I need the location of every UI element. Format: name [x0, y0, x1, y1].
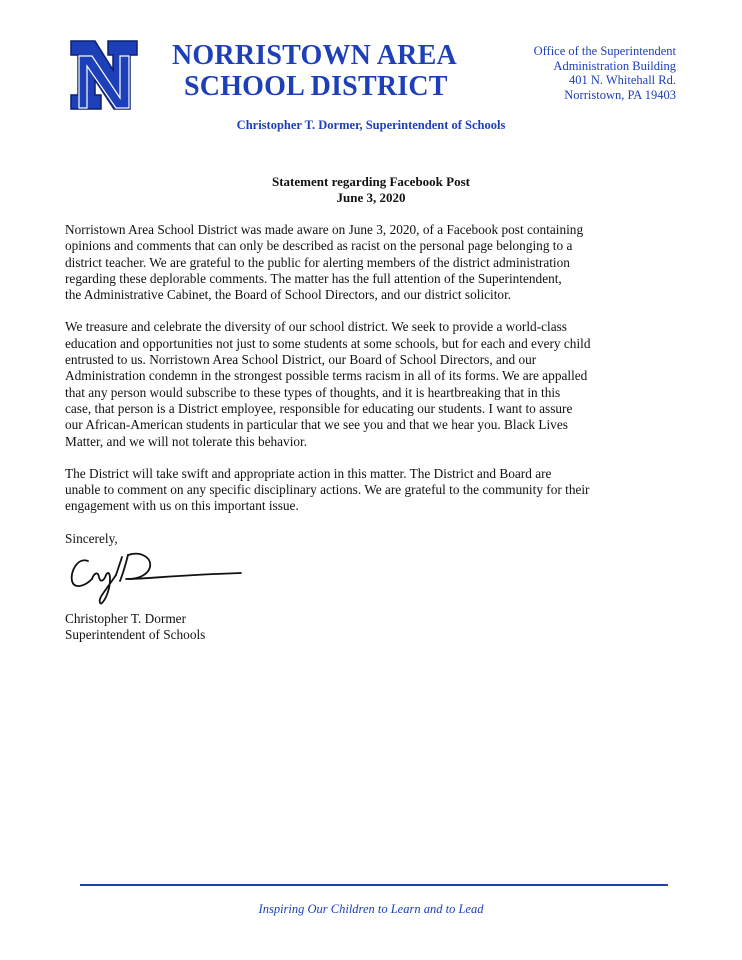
- district-name: [172, 40, 472, 102]
- signature-block: [65, 611, 205, 644]
- office-line: 401 N. Whitehall Rd.: [568, 73, 676, 87]
- text-line: the Administrative Cabinet, the Board of School Directors, and our district solicitor.: [65, 287, 512, 303]
- text-line: entrusted to us. Norristown Area School District, our Board of School Directors, and our: [65, 352, 537, 368]
- text-line: education and opportunities not just to some students at some schools, but for each and every child: [65, 335, 591, 351]
- text-line: opinions and comments that can only be described as racist on the personal page belonging to a: [65, 238, 573, 254]
- paragraph-1: [65, 222, 685, 303]
- paragraph-3: [65, 466, 685, 515]
- block-letter-n-logo-icon: [70, 40, 138, 110]
- text-line: We treasure and celebrate the diversity of our school district. We seek to provide a world-class: [65, 319, 567, 335]
- text-line: regarding these deplorable comments. The matter has the full attention of the Superintendent,: [65, 270, 562, 286]
- closing-salutation: Sincerely,: [65, 530, 118, 546]
- statement-title-block: [0, 174, 742, 206]
- office-line: Norristown, PA 19403: [564, 87, 676, 102]
- letter-body: [65, 222, 685, 563]
- signer-name: Christopher T. Dormer: [65, 611, 187, 626]
- text-line: The District will take swift and appropriate action in this matter. The District and Board are: [65, 465, 552, 481]
- signer-title: Superintendent of Schools: [65, 627, 206, 643]
- text-line: Administration condemn in the strongest possible terms racism in all of its forms. We are appalled: [65, 368, 588, 384]
- text-line: Matter, and we will not tolerate this behavior.: [65, 433, 308, 449]
- office-line: Administration Building: [553, 58, 676, 73]
- statement-date: June 3, 2020: [336, 190, 406, 205]
- text-line: unable to comment on any specific disciplinary actions. We are grateful to the community for their: [65, 482, 590, 498]
- footer-tagline: Inspiring Our Children to Learn and to Lead: [258, 902, 484, 916]
- text-line: Norristown Area School District was made aware on June 3, 2020, of a Facebook post containing: [65, 222, 584, 237]
- paragraph-2: [65, 319, 685, 449]
- footer-divider: [80, 884, 668, 886]
- text-line: engagement with us on this important issue.: [65, 498, 299, 514]
- office-address: [534, 44, 676, 102]
- office-line: Office of the Superintendent: [533, 44, 676, 58]
- superintendent-line: Christopher T. Dormer, Superintendent of Schools: [236, 118, 506, 132]
- text-line: our African-American students in particular that we see you and that we hear you. Black Lives: [65, 417, 568, 433]
- text-line: that any person would subscribe to these types of thoughts, and it is heartbreaking that in this: [65, 384, 561, 400]
- handwritten-signature-icon: [66, 549, 251, 607]
- district-name-line-2: SCHOOL DISTRICT: [184, 71, 448, 102]
- statement-title: Statement regarding Facebook Post: [272, 174, 470, 189]
- text-line: case, that person is a District employee, responsible for educating our students. I want to assure: [65, 400, 573, 416]
- text-line: district teacher. We are grateful to the public for alerting members of the district administration: [65, 254, 570, 270]
- district-name-line-1: NORRISTOWN AREA: [172, 40, 457, 71]
